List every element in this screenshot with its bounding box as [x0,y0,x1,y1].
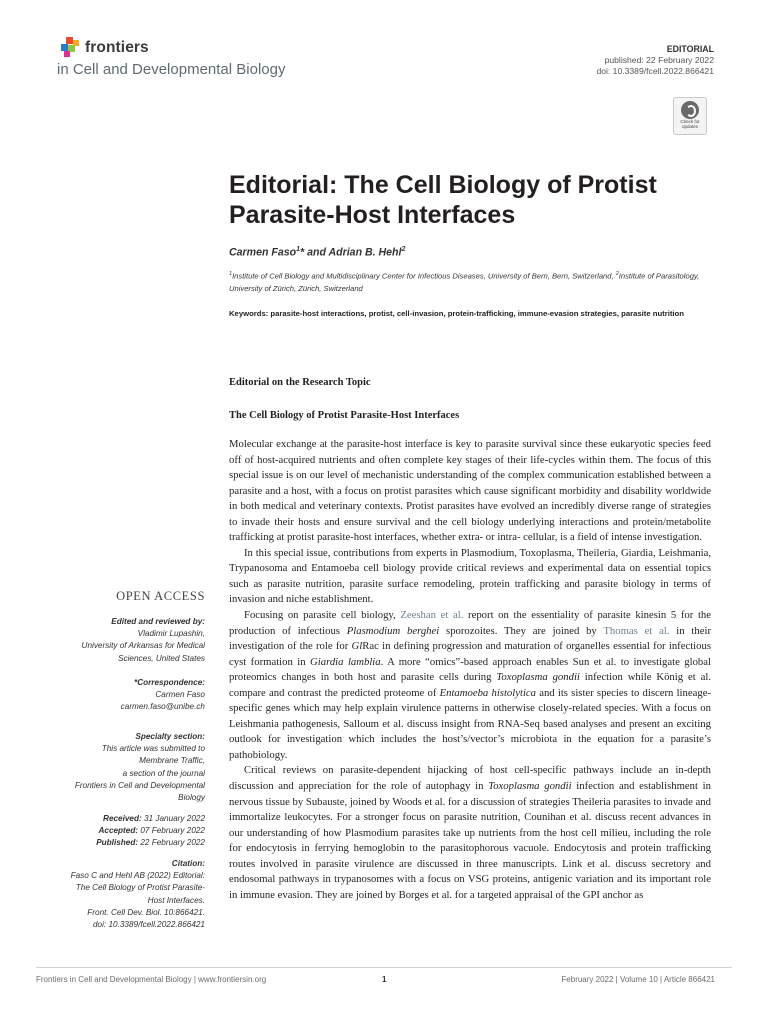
check-updates-icon [681,101,699,119]
edited-label: Edited and reviewed by: [111,617,205,626]
corresponding-mark: * [300,246,305,259]
citation-text: Faso C and Hehl AB (2022) Editorial: [70,871,205,881]
species-name: Entamoeba histolytica [439,686,537,699]
gene-prefix: Gl [351,640,363,653]
text: and its sister species to discern lineage-specific genes which may help explain virulence patterns in otherwise closely-related species. With a focus on Leishmania pathogenesis, Salloum et al. discuss insight from RNA-Seq based analyses and present an exciting outlook for investigation which includes the host’s/vector’s microbiota in the equation for a parasite’s pathobiology. [229,686,712,761]
correspondence-info [35,677,205,714]
text: sporozoites. They are joined by [439,624,604,637]
citation-doi[interactable]: doi: 10.3389/fcell.2022.866421 [93,920,205,930]
affil-2-num: 2 [615,271,619,277]
text: Rac in defining progression and maturation of organelles essential for infectious cyst formation in [229,640,711,668]
received-label: Received: [103,814,142,823]
received-date: 31 January 2022 [141,814,205,823]
editor-name: Vladimir Lupashin, [137,629,205,639]
specialty-text: This article was submitted to [101,744,205,754]
footer-divider [36,967,732,968]
footer-journal-link[interactable]: Frontiers in Cell and Developmental Biology | www.frontiersin.org [36,975,267,984]
citation-label: Citation: [171,859,205,868]
text: infection while König et al. compare and contrast the predicted proteome of [229,671,711,699]
citation-text: Host Interfaces. [147,895,205,905]
citation-info [35,858,205,931]
text: infection and establishment in nervous tissue by Subauste, joined by Woods et al. for a discussion of strategies Theileria parasites to invade and immortalize leukocytes. For a stronger focus on parasite nutrition, Counihan et al. discuss recent advances in our understanding of how Plasmodium parasites take up nutrients from the host cell milieu, including the role for endocytosis in ferrying hemoglobin to the parasitophorous vacuole. Endocytosis and protein trafficking routes involved in parasite virulence are discussed in three manuscripts. Link et al. discuss secretory and endosomal pathways in trypanosomes with a focus on VSG proteins, antigenic variation and its important role in immune evasion. They are joined by Borges et al. for a targeted appraisal of the GPI anchor as [229,780,711,901]
species-name: Toxoplasma gondii [496,671,580,684]
editor-affiliation: University of Arkansas for Medical [81,641,205,651]
species-name: Plasmodium berghei [346,624,440,637]
specialty-label: Specialty section: [135,732,205,741]
title-line-2: Parasite-Host Interfaces [229,201,516,229]
check-updates-label: Check for updates [680,119,700,129]
correspondence-name: Carmen Faso [155,690,205,700]
editor-affiliation: Sciences, United States [118,653,205,663]
correspondence-label: *Correspondence: [134,678,205,687]
text: report on the essentiality of parasite kinesin 5 for the production of infectious [229,609,711,637]
check-for-updates-button[interactable] [673,97,707,135]
published-date: 22 February 2022 [138,838,205,848]
published-label: Published: [96,838,139,848]
specialty-section [35,731,205,804]
author-2-affil: 2 [401,246,406,253]
text: Critical reviews on parasite-dependent hijacking of host cell-specific pathways include an in-depth discussion and appreciation for the role of autophagy in [229,764,711,793]
article-type: EDITORIAL [666,44,714,54]
accepted-date: 07 February 2022 [138,826,205,836]
text: in their investigation of the role for [229,624,712,653]
species-name: Toxoplasma gondii [488,780,572,793]
doi[interactable]: doi: 10.3389/fcell.2022.866421 [596,66,714,76]
text: . A more “omics”-based approach enables Sun et al. to investigate global proteomics changes in both host and parasite cells during [229,655,711,684]
paragraph-3 [229,608,711,763]
keywords: Keywords: parasite-host interactions, protist, cell-invasion, protein-trafficking, immune-evasion strategies, parasite nutrition [229,309,684,318]
specialty-text: Biology [178,793,205,803]
open-access-label: OPEN ACCESS [116,589,205,603]
author-2[interactable]: Adrian B. Hehl [328,246,402,259]
paragraph-2: In this special issue, contributions from experts in Plasmodium, Toxoplasma, Theileria, Giardia, Leishmania, Trypanosoma and Entamoeba cell biology provide critical reviews and experimental data on essential topics such as parasite nutrition, parasite surface remodeling, protein trafficking and parasite biology in terms of invasion and niche establishment. [229,546,711,606]
specialty-text: Frontiers in Cell and Developmental [74,780,205,790]
author-1[interactable]: Carmen Faso [229,246,297,259]
reference-link[interactable]: Zeeshan et al. [400,609,464,622]
citation-text: Front. Cell Dev. Biol. 10:866421. [87,907,205,917]
author-1-affil: 1 [296,246,301,253]
correspondence-email[interactable]: carmen.faso@unibe.ch [120,702,205,712]
specialty-text: a section of the journal [122,768,205,778]
affil-1: Institute of Cell Biology and Multidisciplinary Center for Infectious Diseases, University of Bern, Bern, Switzerland, [232,271,616,281]
frontiers-logo-icon [60,37,82,59]
paragraph-4 [229,763,711,903]
accepted-label: Accepted: [98,826,139,836]
article-meta [596,44,714,77]
specialty-text: Membrane Traffic, [139,756,205,766]
research-topic-title[interactable]: The Cell Biology of Protist Parasite-Host Interfaces [229,410,460,421]
authors [229,246,405,259]
reference-link[interactable]: Thomas et al. [603,624,670,637]
article-body [229,437,711,903]
citation-text: The Cell Biology of Protist Parasite- [75,883,205,893]
affiliations [229,268,719,295]
paragraph-1: Molecular exchange at the parasite-host interface is key to parasite survival since these eukaryotic species feed off of host-acquired nutrients and often complete key stages of their life-cycles within them. The focus of this special issue is on our level of mechanistic understanding of the complex communication established between a parasite and a host, with a focus on protist parasites which cause significant morbidity and disability worldwide in both medical and veterinary contexts. Protist parasites have evolved an incredibly diverse range of strategies to invade their hosts and ensure survival and the cell biology underlying interactions and protein/metabolite trafficking at protist parasite-host interfaces, whether extra- or intra- cellular, is a field of intense investigation. [229,438,711,544]
affil-1-num: 1 [229,271,233,277]
title-line-1: Editorial: The Cell Biology of Protist [229,171,657,199]
article-title [229,170,729,230]
published-date: published: 22 February 2022 [604,55,714,65]
author-conjunction: and [304,246,329,259]
brand-name: frontiers [85,39,149,56]
affil-2: Institute of Parasitology, University of Zürich, Zürich, Switzerland [229,271,700,293]
page-number: 1 [382,975,387,984]
journal-name: in Cell and Developmental Biology [57,61,286,78]
research-topic-label: Editorial on the Research Topic [229,377,371,388]
editor-info [35,616,205,665]
article-dates [35,813,205,850]
text: Focusing on parasite cell biology, [244,609,401,622]
footer-issue-info: February 2022 | Volume 10 | Article 866421 [561,975,715,984]
species-name: Giardia lamblia [310,655,381,668]
